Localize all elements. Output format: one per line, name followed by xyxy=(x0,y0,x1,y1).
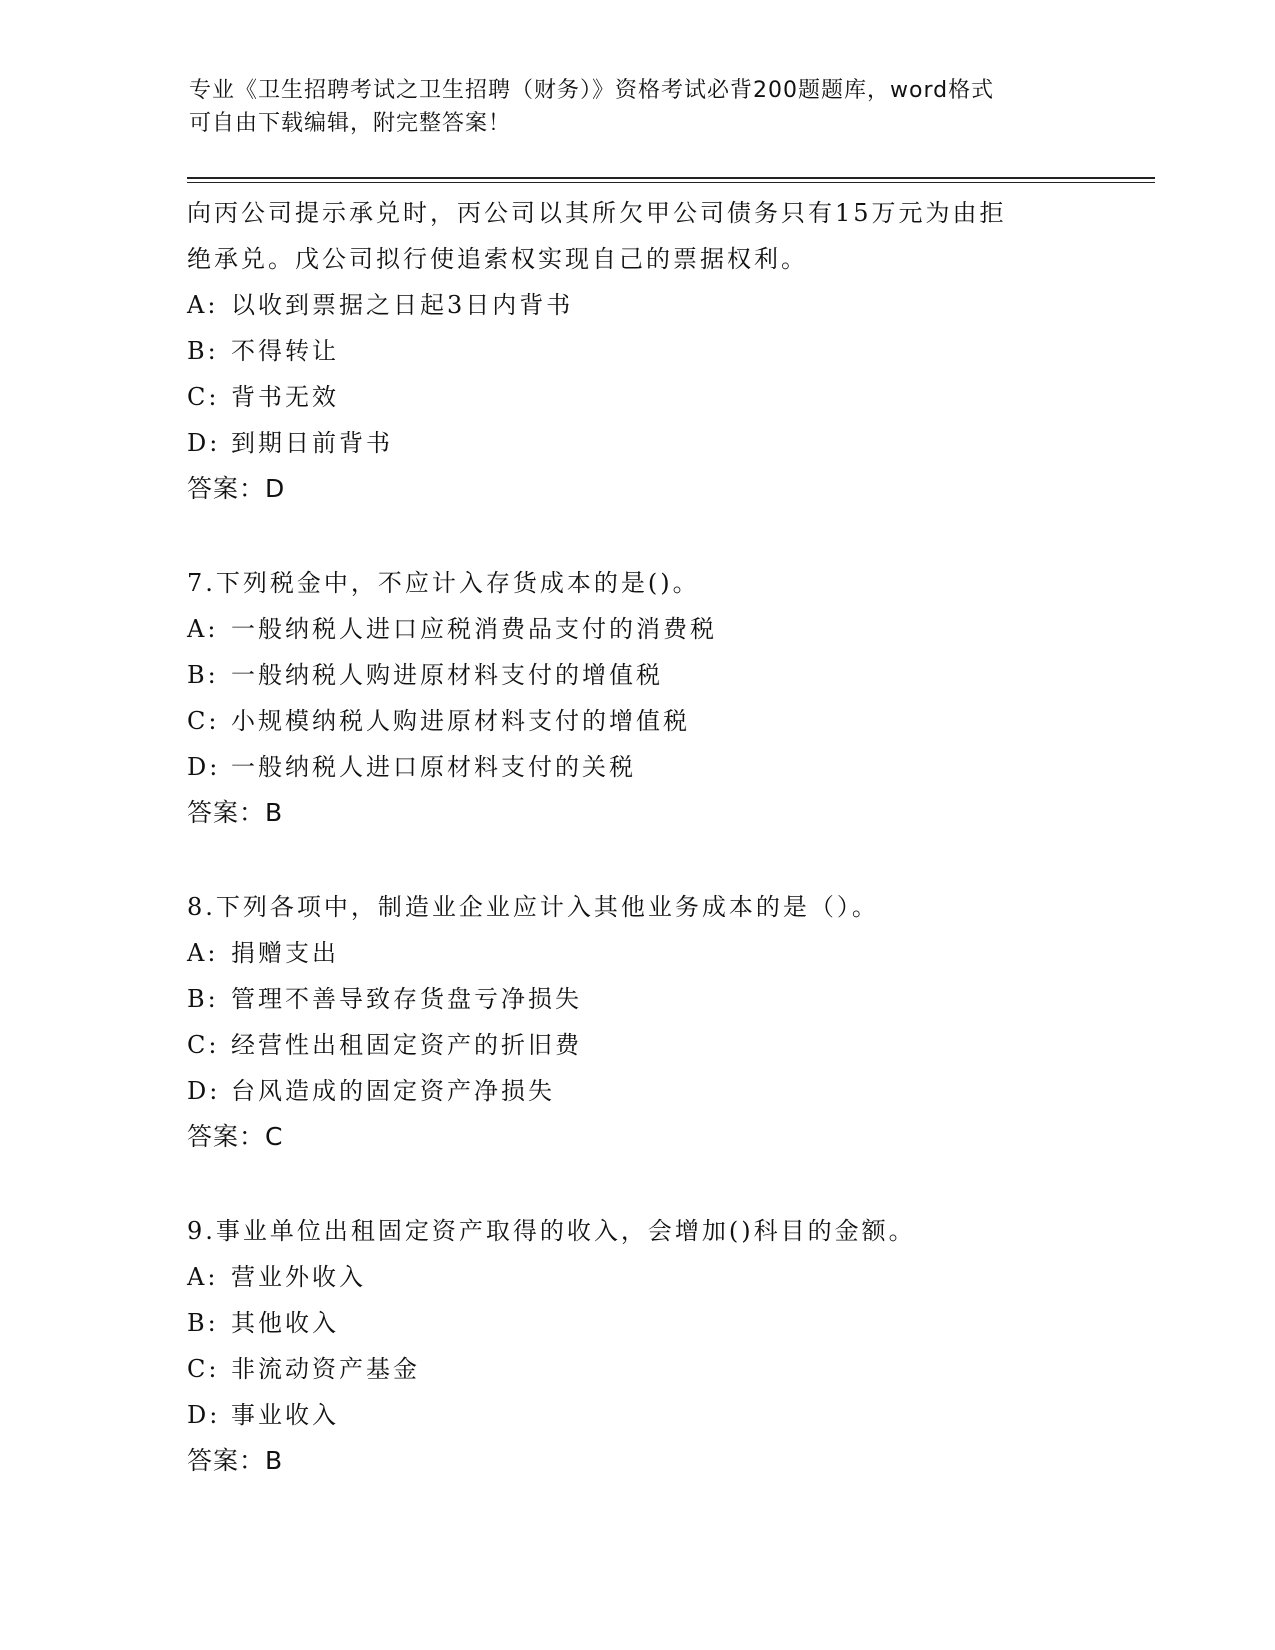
header-divider xyxy=(187,177,1155,183)
option-b: B: 管理不善导致存货盘亏净损失 xyxy=(187,985,582,1013)
option-a: A: 以收到票据之日起3日内背书 xyxy=(187,291,574,319)
option-d: D: 一般纳税人进口原材料支付的关税 xyxy=(187,753,636,781)
option-d: D: 事业收入 xyxy=(187,1401,339,1429)
answer-label: 答案：D xyxy=(187,474,286,503)
question-6 xyxy=(187,190,1117,512)
option-b: B: 一般纳税人购进原材料支付的增值税 xyxy=(187,661,663,689)
question-7 xyxy=(187,560,1117,836)
question-stem: 9.事业单位出租固定资产取得的收入，会增加()科目的金额。 xyxy=(187,1217,916,1245)
option-c: C: 非流动资产基金 xyxy=(187,1355,420,1383)
question-9 xyxy=(187,1208,1117,1484)
option-c: C: 背书无效 xyxy=(187,383,339,411)
header-line-1: 专业《卫生招聘考试之卫生招聘（财务）》资格考试必背200题题库，word格式 xyxy=(189,78,995,103)
question-stem: 7.下列税金中，不应计入存货成本的是()。 xyxy=(187,569,700,597)
option-a: A: 捐赠支出 xyxy=(187,939,339,967)
question-list xyxy=(187,190,1117,1484)
question-stem: 8.下列各项中，制造业企业应计入其他业务成本的是（）。 xyxy=(187,893,879,921)
answer-label: 答案：B xyxy=(187,1446,284,1475)
option-c: C: 小规模纳税人购进原材料支付的增值税 xyxy=(187,707,690,735)
option-d: D: 台风造成的固定资产净损失 xyxy=(187,1077,555,1105)
question-8 xyxy=(187,884,1117,1160)
answer-label: 答案：C xyxy=(187,1122,284,1151)
option-c: C: 经营性出租固定资产的折旧费 xyxy=(187,1031,582,1059)
question-stem: 向丙公司提示承兑时，丙公司以其所欠甲公司债务只有15万元为由拒 xyxy=(187,199,1007,227)
option-a: A: 营业外收入 xyxy=(187,1263,366,1291)
header-line-2: 可自由下载编辑，附完整答案！ xyxy=(189,111,512,136)
answer-label: 答案：B xyxy=(187,798,284,827)
question-stem: 绝承兑。戊公司拟行使追索权实现自己的票据权利。 xyxy=(187,245,808,273)
option-b: B: 不得转让 xyxy=(187,337,339,365)
option-d: D: 到期日前背书 xyxy=(187,429,393,457)
option-b: B: 其他收入 xyxy=(187,1309,339,1337)
document-header xyxy=(189,74,1079,140)
option-a: A: 一般纳税人进口应税消费品支付的消费税 xyxy=(187,615,717,643)
